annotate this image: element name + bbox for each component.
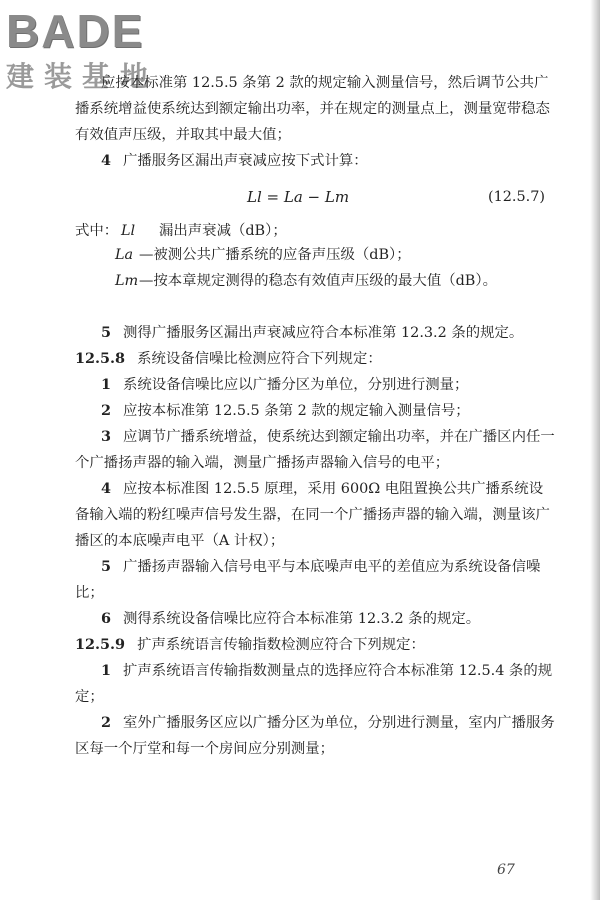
item-text: 应按本标准图 12.5.5 原理，采用 600Ω 电阻置换公共广播系统设备输入端的粉红噪声信号发生器，在同一个广播扬声器的输入端，测量该广播区的本底噪声电平（A 计权）； bbox=[75, 481, 550, 549]
where-label: 式中： bbox=[75, 223, 119, 239]
item-number: 1 bbox=[101, 662, 112, 679]
item-number: 6 bbox=[101, 610, 112, 627]
definition: —被测公共广播系统的应备声压级（dB）； bbox=[139, 247, 411, 263]
item-number: 4 bbox=[101, 152, 112, 169]
page-edge-shadow bbox=[590, 0, 600, 900]
section-title: 扩声系统语言传输指数检测应符合下列规定： bbox=[137, 637, 425, 653]
item-text: 系统设备信噪比应以广播分区为单位，分别进行测量； bbox=[123, 377, 469, 393]
item-text: 广播服务区漏出声衰减应按下式计算： bbox=[123, 153, 368, 169]
item-number: 1 bbox=[101, 376, 112, 393]
list-item bbox=[75, 320, 555, 346]
list-item bbox=[75, 476, 555, 554]
item-number: 2 bbox=[101, 714, 112, 731]
definition: 漏出声衰减（dB）； bbox=[159, 223, 287, 239]
section-number: 12.5.8 bbox=[75, 350, 126, 367]
list-item bbox=[75, 372, 555, 398]
item-number: 3 bbox=[101, 428, 112, 445]
item-text: 应调节广播系统增益，使系统达到额定输出功率，并在广播区内任一个广播扬声器的输入端，测量广播扬声器输入信号的电平； bbox=[75, 429, 555, 471]
item-text: 扩声系统语言传输指数测量点的选择应符合本标准第 12.5.4 条的规定； bbox=[75, 663, 553, 705]
item-text: 广播扬声器输入信号电平与本底噪声电平的差值应为系统设备信噪比； bbox=[75, 559, 541, 601]
item-number: 5 bbox=[101, 558, 112, 575]
list-item bbox=[75, 148, 555, 174]
item-text: 室外广播服务区应以广播分区为单位，分别进行测量，室内广播服务区每一个厅堂和每一个房间应分别测量； bbox=[75, 715, 555, 757]
symbol: Lm bbox=[115, 273, 139, 289]
formula-number: (12.5.7) bbox=[487, 189, 545, 205]
list-item bbox=[75, 606, 555, 632]
formula-expression: Ll = La − Lm bbox=[247, 188, 350, 206]
symbol: La bbox=[115, 247, 134, 263]
section-heading bbox=[75, 346, 555, 372]
list-item bbox=[75, 658, 555, 710]
item-text: 测得系统设备信噪比应符合本标准第 12.3.2 条的规定。 bbox=[123, 611, 481, 627]
logo-subtitle: 建装基地 bbox=[6, 60, 159, 93]
formula bbox=[75, 178, 555, 218]
body-text bbox=[75, 70, 555, 762]
definition: —按本章规定测得的稳态有效值声压级的最大值（dB）。 bbox=[139, 273, 497, 289]
list-item bbox=[75, 398, 555, 424]
item-text: 测得广播服务区漏出声衰减应符合本标准第 12.3.2 条的规定。 bbox=[123, 325, 524, 341]
paragraph: 应按本标准第 12.5.5 条第 2 款的规定输入测量信号，然后调节公共广播系统增益使系统达到额定输出功率，并在规定的测量点上，测量宽带稳态有效值声压级，并取其中最大值； bbox=[75, 75, 550, 143]
symbol-definition bbox=[75, 218, 555, 242]
symbol-definition bbox=[75, 242, 555, 268]
page-number: 67 bbox=[497, 862, 515, 878]
section-number: 12.5.9 bbox=[75, 636, 126, 653]
section-title: 系统设备信噪比检测应符合下列规定： bbox=[137, 351, 382, 367]
list-item bbox=[75, 710, 555, 762]
symbol: Ll bbox=[121, 223, 136, 239]
logo-brand: BADE bbox=[6, 5, 145, 57]
item-number: 4 bbox=[101, 480, 112, 497]
item-number: 5 bbox=[101, 324, 112, 341]
symbol-definition bbox=[75, 268, 555, 320]
list-item bbox=[75, 554, 555, 606]
item-text: 应按本标准第 12.5.5 条第 2 款的规定输入测量信号； bbox=[123, 403, 470, 419]
section-heading bbox=[75, 632, 555, 658]
item-number: 2 bbox=[101, 402, 112, 419]
list-item bbox=[75, 424, 555, 476]
